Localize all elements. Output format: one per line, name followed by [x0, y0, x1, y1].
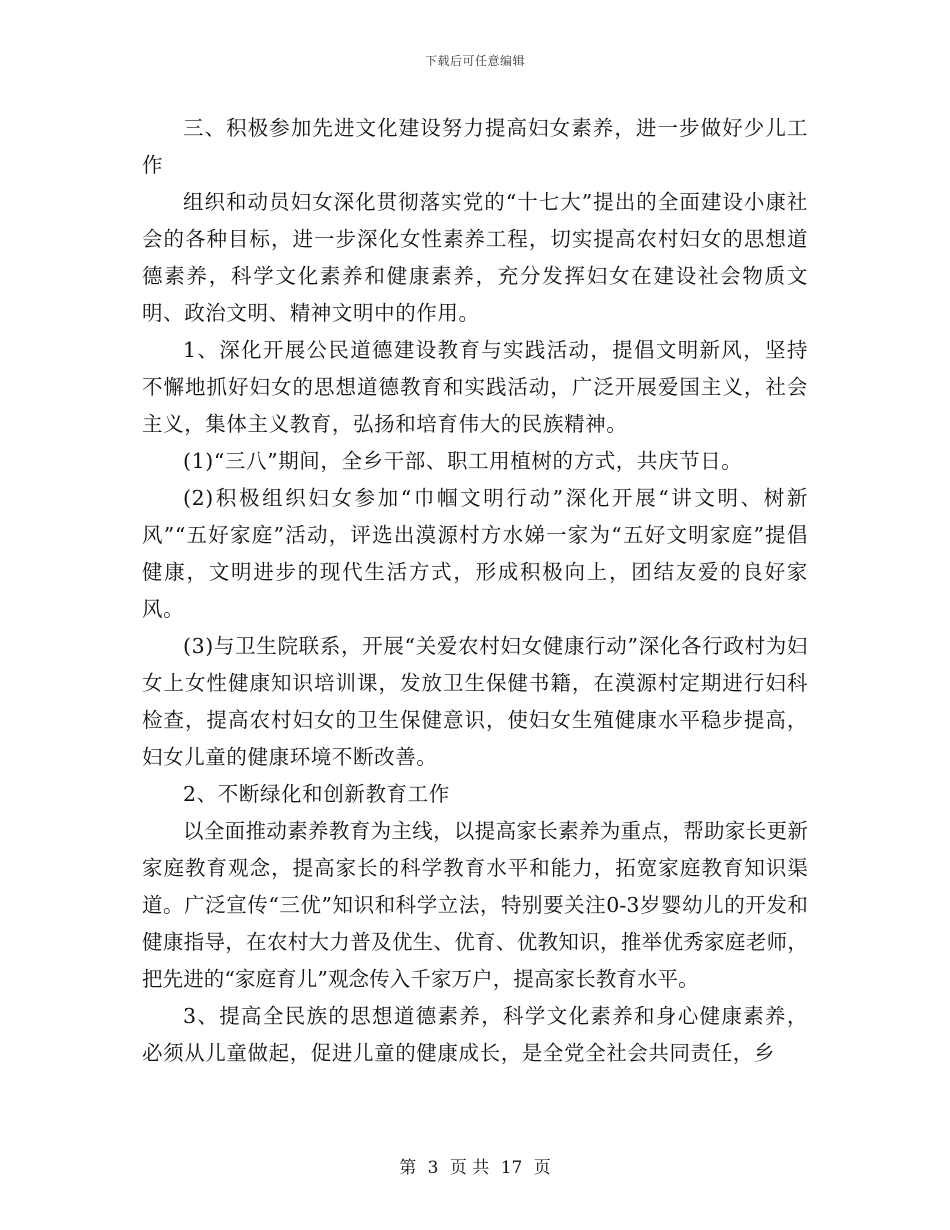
paragraph: 以全面推动素养教育为主线，以提高家长素养为重点，帮助家长更新家庭教育观念，提高家长的科学教育水平和能力，拓宽家庭教育知识渠道。广泛宣传“三优”知识和科学立法，特别要关注0-3岁婴幼儿的开发和健康指导，在农村大力普及优生、优育、优教知识，推举优秀家庭老师，把先进的“家庭育儿”观念传入千家万户，提高家长教育水平。: [142, 819, 808, 991]
current-page-number: 3: [427, 1158, 439, 1178]
document-body: [142, 110, 808, 1072]
paragraph: (2)积极组织妇女参加“巾帼文明行动”深化开展“讲文明、树新风”“五好家庭”活动，评选出漠源村方水娣一家为“五好文明家庭”提倡健康，文明进步的现代生活方式，形成积极向上，团结友爱的良好家风。: [142, 486, 808, 621]
page-header: 下载后可任意编辑: [424, 54, 525, 68]
total-page-count: 17: [500, 1158, 523, 1178]
paragraph: 组织和动员妇女深化贯彻落实党的“十七大”提出的全面建设小康社会的各种目标，进一步深化女性素养工程，切实提高农村妇女的思想道德素养，科学文化素养和健康素养，充分发挥妇女在建设社会物质文明、政治文明、精神文明中的作用。: [142, 190, 808, 325]
paragraph: 1、深化开展公民道德建设教育与实践活动，提倡文明新风，坚持不懈地抓好妇女的思想道德教育和实践活动，广泛开展爱国主义，社会主义，集体主义教育，弘扬和培育伟大的民族精神。: [142, 338, 808, 436]
page-label-prefix: 第: [399, 1158, 417, 1178]
paragraph: (1)“三八”期间，全乡干部、职工用植树的方式，共庆节日。: [183, 449, 743, 473]
page-label-middle: 页 共: [449, 1158, 490, 1178]
page-label-suffix: 页: [533, 1158, 551, 1178]
section-heading: 三、积极参加先进文化建设努力提高妇女素养，进一步做好少儿工作: [142, 116, 808, 177]
paragraph: (3)与卫生院联系，开展“关爱农村妇女健康行动”深化各行政村为妇女上女性健康知识培训课，发放卫生保健书籍，在漠源村定期进行妇科检查，提高农村妇女的卫生保健意识，使妇女生殖健康水平稳步提高，妇女儿童的健康环境不断改善。: [142, 634, 808, 769]
paragraph: 3、提高全民族的思想道德素养，科学文化素养和身心健康素养，必须从儿童做起，促进儿童的健康成长，是全党全社会共同责任，乡: [142, 1004, 808, 1065]
page-footer: [0, 1153, 950, 1178]
subsection-heading: 2、不断绿化和创新教育工作: [183, 782, 450, 806]
